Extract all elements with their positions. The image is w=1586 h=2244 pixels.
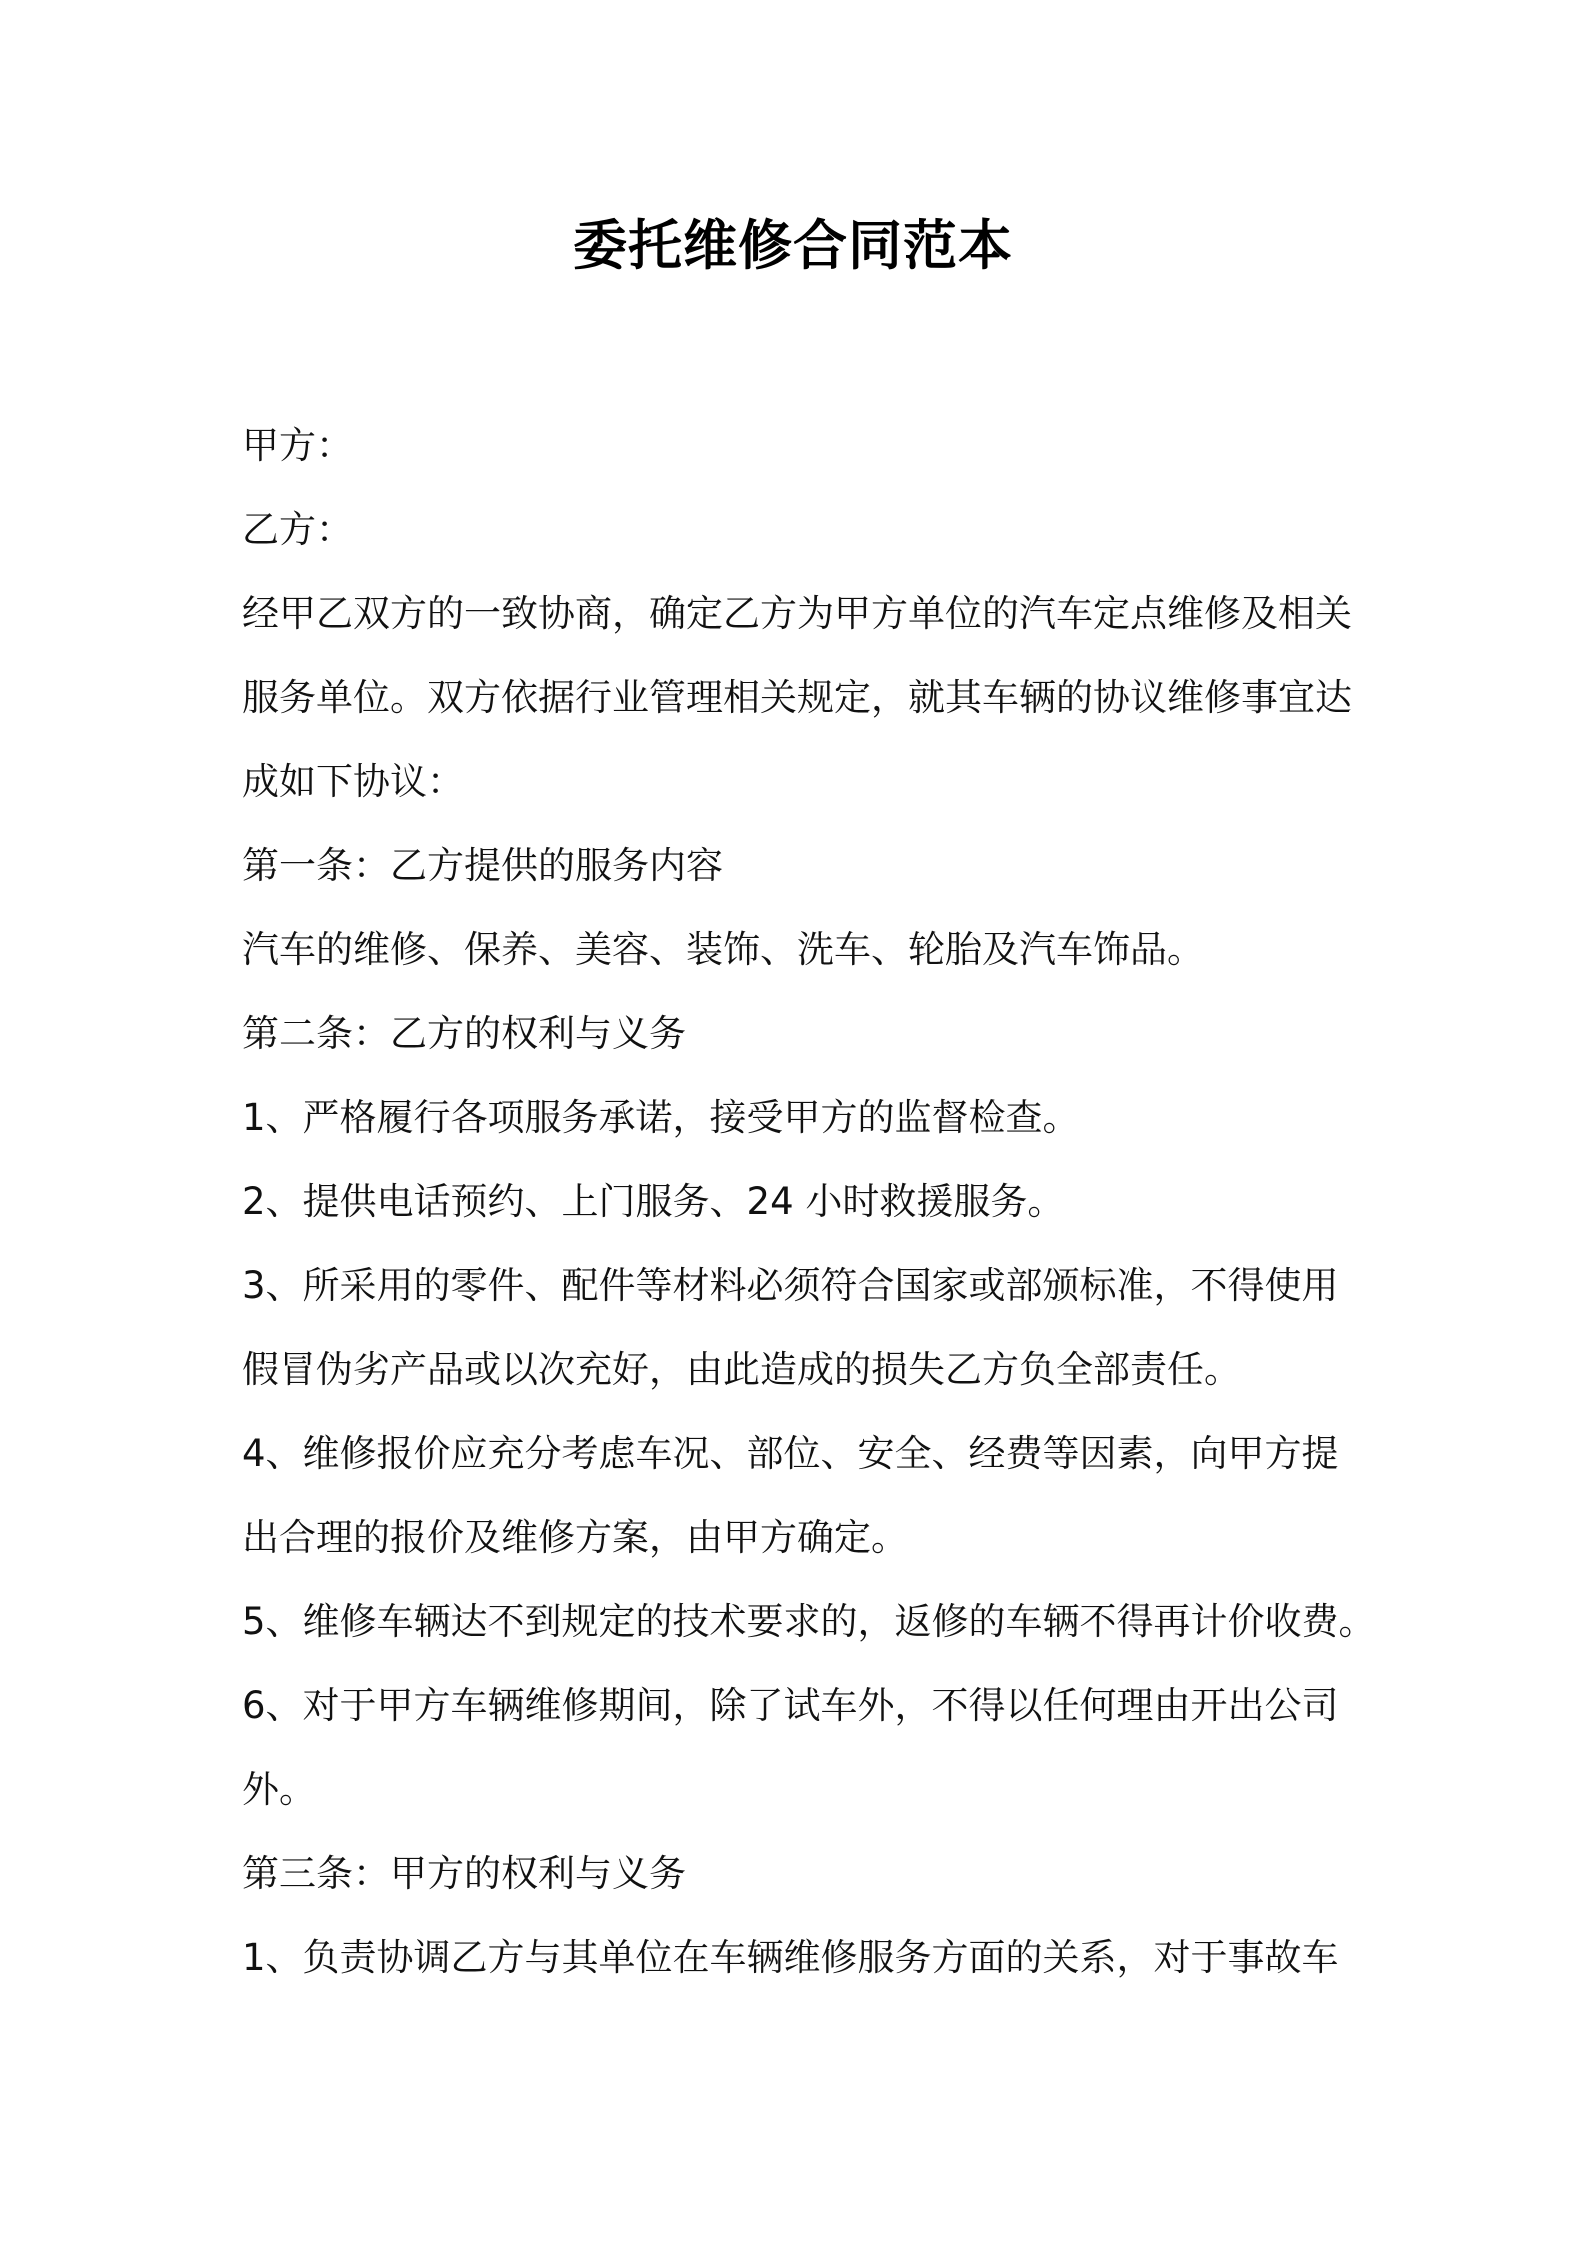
article-3-heading: 第三条：甲方的权利与义务 bbox=[242, 1852, 686, 1895]
article-2-item-4-line-1: 4、维修报价应充分考虑车况、部位、安全、经费等因素，向甲方提 bbox=[242, 1432, 1339, 1475]
party-a-line: 甲方： bbox=[242, 424, 353, 467]
article-2-heading: 第二条：乙方的权利与义务 bbox=[242, 1012, 686, 1055]
article-3-item-1-line-1: 1、负责协调乙方与其单位在车辆维修服务方面的关系，对于事故车 bbox=[242, 1936, 1339, 1979]
intro-paragraph-line-3: 成如下协议： bbox=[242, 760, 464, 803]
intro-paragraph-line-2: 服务单位。双方依据行业管理相关规定，就其车辆的协议维修事宜达 bbox=[242, 676, 1352, 719]
article-2-item-6-line-2: 外。 bbox=[242, 1768, 316, 1811]
intro-paragraph-line-1: 经甲乙双方的一致协商，确定乙方为甲方单位的汽车定点维修及相关 bbox=[242, 592, 1352, 635]
article-2-item-2: 2、提供电话预约、上门服务、24 小时救援服务。 bbox=[242, 1180, 1065, 1223]
article-2-item-3-line-2: 假冒伪劣产品或以次充好，由此造成的损失乙方负全部责任。 bbox=[242, 1348, 1241, 1391]
document-body bbox=[242, 404, 1382, 2000]
article-1-text: 汽车的维修、保养、美容、装饰、洗车、轮胎及汽车饰品。 bbox=[242, 928, 1204, 971]
document-title: 委托维修合同范本 bbox=[573, 214, 1013, 277]
article-2-item-6-line-1: 6、对于甲方车辆维修期间，除了试车外，不得以任何理由开出公司 bbox=[242, 1684, 1339, 1727]
article-2-item-3-line-1: 3、所采用的零件、配件等材料必须符合国家或部颁标准，不得使用 bbox=[242, 1264, 1339, 1307]
article-2-item-4-line-2: 出合理的报价及维修方案，由甲方确定。 bbox=[242, 1516, 908, 1559]
article-2-item-1: 1、严格履行各项服务承诺，接受甲方的监督检查。 bbox=[242, 1096, 1080, 1139]
article-1-heading: 第一条：乙方提供的服务内容 bbox=[242, 844, 723, 887]
party-b-line: 乙方： bbox=[242, 508, 353, 551]
article-2-item-5: 5、维修车辆达不到规定的技术要求的，返修的车辆不得再计价收费。 bbox=[242, 1600, 1376, 1643]
